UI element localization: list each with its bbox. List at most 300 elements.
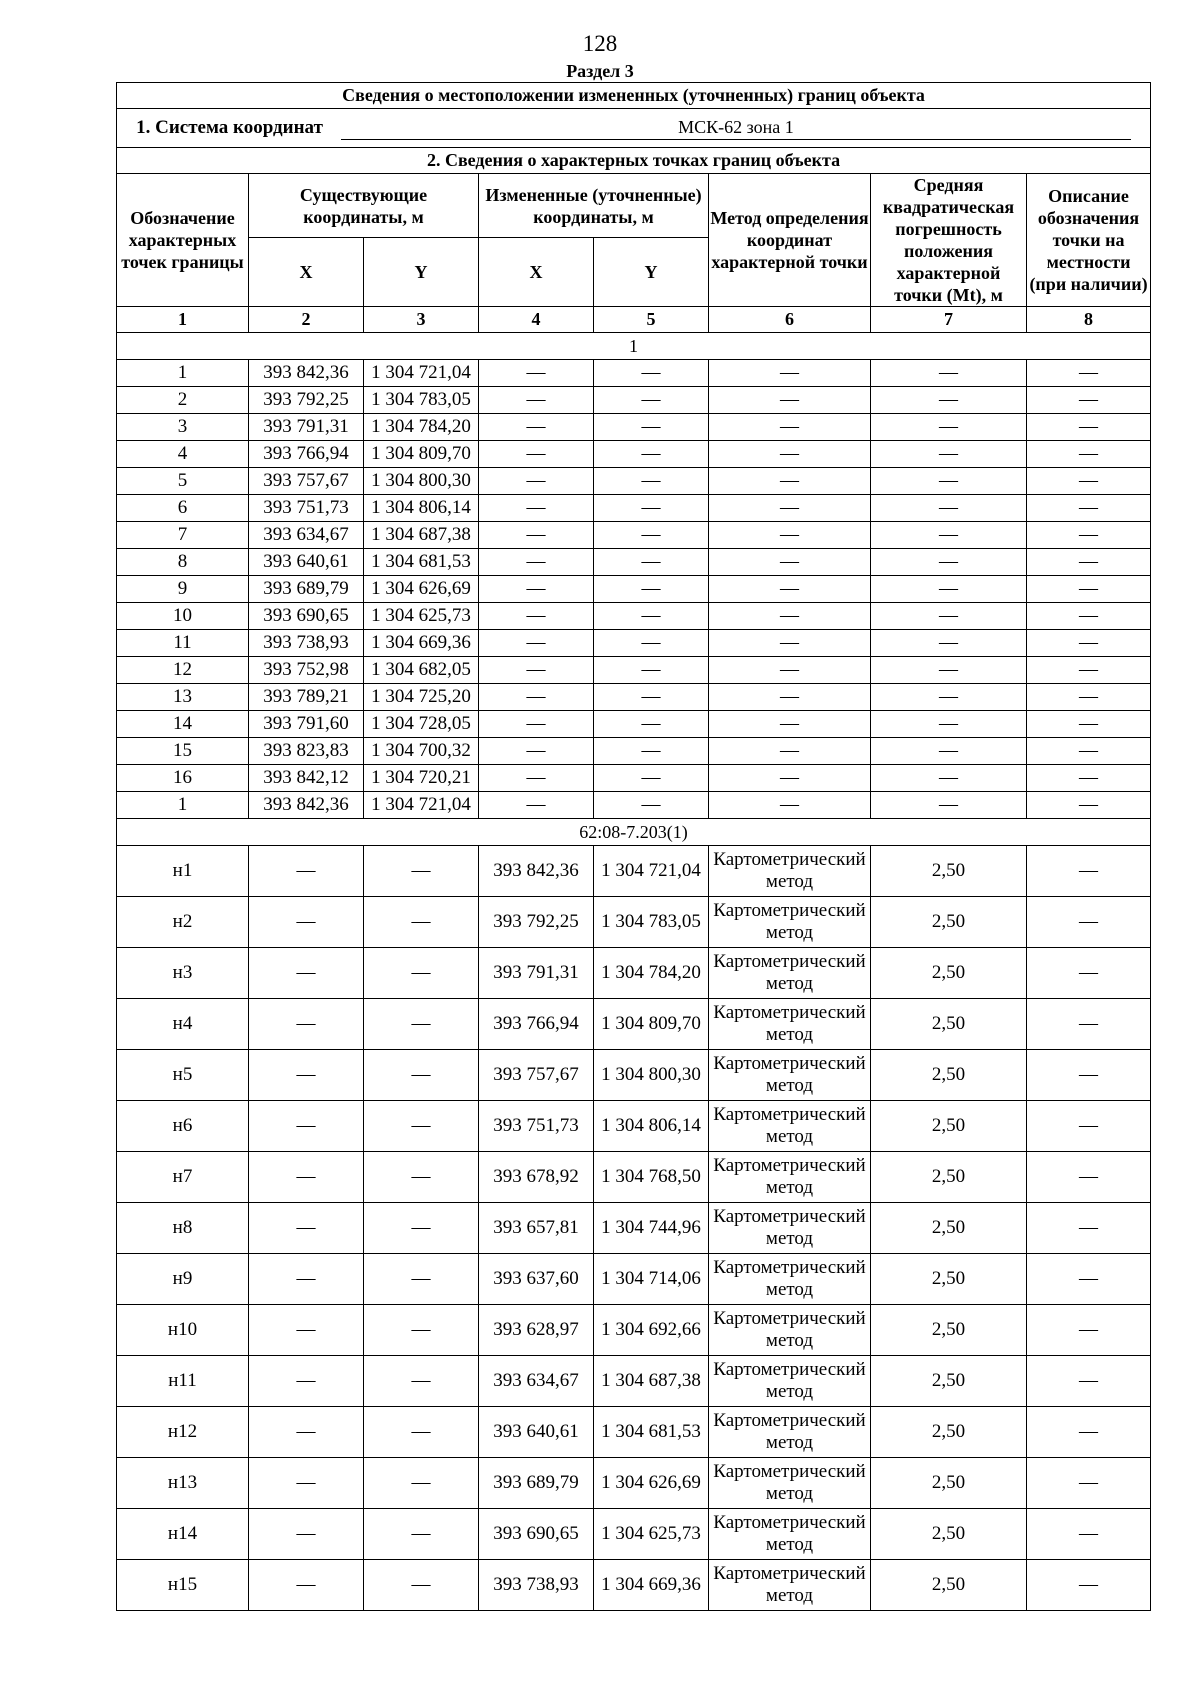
changed-y: —	[594, 441, 709, 468]
changed-x: 393 842,36	[479, 846, 594, 897]
existing-y: —	[364, 1458, 479, 1509]
existing-y: 1 304 783,05	[364, 387, 479, 414]
changed-x: —	[479, 657, 594, 684]
mt-value: 2,50	[871, 1101, 1027, 1152]
table-row	[117, 684, 1151, 711]
table-row	[117, 711, 1151, 738]
changed-x: —	[479, 630, 594, 657]
existing-x: —	[249, 1458, 364, 1509]
point-name: н8	[117, 1203, 249, 1254]
existing-x: —	[249, 948, 364, 999]
existing-y: —	[364, 897, 479, 948]
point-name: 14	[117, 711, 249, 738]
existing-x: —	[249, 897, 364, 948]
existing-x: —	[249, 1407, 364, 1458]
method: Картометрический метод	[709, 1050, 871, 1101]
mt-value: 2,50	[871, 948, 1027, 999]
changed-x: 393 757,67	[479, 1050, 594, 1101]
existing-y: 1 304 806,14	[364, 495, 479, 522]
column-number: 7	[871, 307, 1027, 333]
changed-x: —	[479, 522, 594, 549]
existing-y: —	[364, 1560, 479, 1611]
method: —	[709, 711, 871, 738]
changed-x: 393 766,94	[479, 999, 594, 1050]
existing-x: —	[249, 1203, 364, 1254]
existing-y: —	[364, 846, 479, 897]
method: Картометрический метод	[709, 1356, 871, 1407]
col-header-mt: Средняя квадратическая погрешность положения характерной точки (Mt), м	[871, 174, 1027, 307]
mt-value: —	[871, 738, 1027, 765]
changed-y: —	[594, 387, 709, 414]
point-name: 10	[117, 603, 249, 630]
point-name: н9	[117, 1254, 249, 1305]
description: —	[1027, 1050, 1151, 1101]
changed-x: 393 628,97	[479, 1305, 594, 1356]
mt-value: 2,50	[871, 897, 1027, 948]
changed-x: —	[479, 495, 594, 522]
table-row	[117, 603, 1151, 630]
changed-y: 1 304 806,14	[594, 1101, 709, 1152]
table-row	[117, 522, 1151, 549]
description: —	[1027, 1152, 1151, 1203]
table-row	[117, 414, 1151, 441]
changed-x: 393 689,79	[479, 1458, 594, 1509]
changed-x: 393 690,65	[479, 1509, 594, 1560]
changed-y: 1 304 687,38	[594, 1356, 709, 1407]
changed-x: —	[479, 711, 594, 738]
mt-value: 2,50	[871, 846, 1027, 897]
existing-x: 393 738,93	[249, 630, 364, 657]
description: —	[1027, 468, 1151, 495]
existing-x: 393 842,36	[249, 792, 364, 819]
changed-y: 1 304 744,96	[594, 1203, 709, 1254]
point-name: 7	[117, 522, 249, 549]
method: Картометрический метод	[709, 1458, 871, 1509]
existing-x: 393 791,31	[249, 414, 364, 441]
point-name: 3	[117, 414, 249, 441]
table-row	[117, 387, 1151, 414]
point-name: н12	[117, 1407, 249, 1458]
point-name: н6	[117, 1101, 249, 1152]
mt-value: —	[871, 549, 1027, 576]
mt-value: —	[871, 387, 1027, 414]
mt-value: 2,50	[871, 999, 1027, 1050]
changed-y: 1 304 692,66	[594, 1305, 709, 1356]
method: Картометрический метод	[709, 948, 871, 999]
existing-y: 1 304 725,20	[364, 684, 479, 711]
column-number: 3	[364, 307, 479, 333]
col-header-changed: Измененные (уточненные) координаты, м	[479, 174, 709, 238]
description: —	[1027, 522, 1151, 549]
mt-value: —	[871, 522, 1027, 549]
col-header-existing-x: X	[249, 238, 364, 307]
mt-value: —	[871, 657, 1027, 684]
description: —	[1027, 999, 1151, 1050]
existing-x: 393 689,79	[249, 576, 364, 603]
description: —	[1027, 495, 1151, 522]
group-label-changed: 62:08-7.203(1)	[117, 819, 1151, 846]
existing-x: —	[249, 1305, 364, 1356]
method: Картометрический метод	[709, 1152, 871, 1203]
table-title: Сведения о местоположении измененных (уточненных) границ объекта	[117, 83, 1151, 109]
table-row	[117, 549, 1151, 576]
changed-y: 1 304 768,50	[594, 1152, 709, 1203]
changed-y: —	[594, 738, 709, 765]
point-name: 9	[117, 576, 249, 603]
method: —	[709, 387, 871, 414]
changed-x: 393 792,25	[479, 897, 594, 948]
col-header-description: Описание обозначения точки на местности (при наличии)	[1027, 174, 1151, 307]
point-name: н2	[117, 897, 249, 948]
existing-y: —	[364, 1407, 479, 1458]
method: —	[709, 684, 871, 711]
column-number: 1	[117, 307, 249, 333]
description: —	[1027, 1203, 1151, 1254]
existing-y: 1 304 721,04	[364, 792, 479, 819]
method: —	[709, 657, 871, 684]
changed-y: —	[594, 630, 709, 657]
point-name: н10	[117, 1305, 249, 1356]
point-name: н14	[117, 1509, 249, 1560]
table-row	[117, 1560, 1151, 1611]
column-number: 2	[249, 307, 364, 333]
col-header-point: Обозначение характерных точек границы	[117, 174, 249, 307]
existing-y: 1 304 625,73	[364, 603, 479, 630]
mt-value: —	[871, 765, 1027, 792]
table-row	[117, 1305, 1151, 1356]
point-name: 13	[117, 684, 249, 711]
table-row	[117, 1254, 1151, 1305]
method: Картометрический метод	[709, 999, 871, 1050]
description: —	[1027, 738, 1151, 765]
method: Картометрический метод	[709, 1560, 871, 1611]
point-name: н15	[117, 1560, 249, 1611]
description: —	[1027, 792, 1151, 819]
existing-x: 393 634,67	[249, 522, 364, 549]
table-row	[117, 897, 1151, 948]
changed-y: —	[594, 765, 709, 792]
existing-y: —	[364, 948, 479, 999]
existing-x: 393 842,36	[249, 360, 364, 387]
point-name: 6	[117, 495, 249, 522]
description: —	[1027, 897, 1151, 948]
column-number: 6	[709, 307, 871, 333]
changed-x: —	[479, 792, 594, 819]
method: —	[709, 360, 871, 387]
point-name: 8	[117, 549, 249, 576]
point-name: 2	[117, 387, 249, 414]
boundary-table	[116, 82, 1151, 1611]
col-header-existing-y: Y	[364, 238, 479, 307]
existing-x: 393 690,65	[249, 603, 364, 630]
mt-value: 2,50	[871, 1050, 1027, 1101]
changed-y: 1 304 800,30	[594, 1050, 709, 1101]
changed-y: 1 304 669,36	[594, 1560, 709, 1611]
table-row	[117, 1152, 1151, 1203]
existing-y: 1 304 700,32	[364, 738, 479, 765]
mt-value: 2,50	[871, 1356, 1027, 1407]
section-title: Раздел 3	[566, 61, 634, 81]
description: —	[1027, 360, 1151, 387]
existing-y: 1 304 720,21	[364, 765, 479, 792]
existing-x: —	[249, 1254, 364, 1305]
existing-y: 1 304 784,20	[364, 414, 479, 441]
table-row	[117, 846, 1151, 897]
changed-y: —	[594, 522, 709, 549]
existing-x: —	[249, 1101, 364, 1152]
table-row	[117, 1509, 1151, 1560]
mt-value: 2,50	[871, 1254, 1027, 1305]
changed-y: —	[594, 549, 709, 576]
description: —	[1027, 1407, 1151, 1458]
group-label-existing: 1	[117, 333, 1151, 360]
changed-x: 393 751,73	[479, 1101, 594, 1152]
point-name: 5	[117, 468, 249, 495]
description: —	[1027, 414, 1151, 441]
method: —	[709, 792, 871, 819]
description: —	[1027, 711, 1151, 738]
table-row	[117, 441, 1151, 468]
existing-x: —	[249, 1050, 364, 1101]
changed-x: —	[479, 603, 594, 630]
existing-y: 1 304 809,70	[364, 441, 479, 468]
method: —	[709, 738, 871, 765]
existing-y: —	[364, 1254, 479, 1305]
changed-x: —	[479, 468, 594, 495]
changed-x: 393 678,92	[479, 1152, 594, 1203]
table-row	[117, 1203, 1151, 1254]
column-number: 5	[594, 307, 709, 333]
changed-y: 1 304 809,70	[594, 999, 709, 1050]
method: —	[709, 468, 871, 495]
description: —	[1027, 657, 1151, 684]
table-row	[117, 792, 1151, 819]
existing-y: —	[364, 1203, 479, 1254]
method: Картометрический метод	[709, 846, 871, 897]
existing-y: 1 304 728,05	[364, 711, 479, 738]
changed-x: 393 791,31	[479, 948, 594, 999]
changed-y: 1 304 783,05	[594, 897, 709, 948]
existing-y: 1 304 687,38	[364, 522, 479, 549]
description: —	[1027, 1101, 1151, 1152]
existing-x: —	[249, 1152, 364, 1203]
mt-value: 2,50	[871, 1305, 1027, 1356]
description: —	[1027, 387, 1151, 414]
description: —	[1027, 1356, 1151, 1407]
point-name: н11	[117, 1356, 249, 1407]
changed-x: 393 634,67	[479, 1356, 594, 1407]
method: —	[709, 441, 871, 468]
table-row	[117, 1101, 1151, 1152]
table-row	[117, 1458, 1151, 1509]
existing-y: —	[364, 1152, 479, 1203]
description: —	[1027, 630, 1151, 657]
point-name: н7	[117, 1152, 249, 1203]
table-row	[117, 576, 1151, 603]
method: —	[709, 576, 871, 603]
existing-x: —	[249, 999, 364, 1050]
changed-x: 393 640,61	[479, 1407, 594, 1458]
coord-system-row	[117, 109, 1151, 148]
existing-x: —	[249, 1356, 364, 1407]
changed-x: —	[479, 765, 594, 792]
point-name: 12	[117, 657, 249, 684]
method: Картометрический метод	[709, 1305, 871, 1356]
changed-x: 393 637,60	[479, 1254, 594, 1305]
changed-x: —	[479, 360, 594, 387]
existing-x: 393 789,21	[249, 684, 364, 711]
page-number: 128	[582, 31, 618, 56]
description: —	[1027, 576, 1151, 603]
existing-y: —	[364, 1305, 479, 1356]
changed-y: —	[594, 792, 709, 819]
coord-system-value: МСК-62 зона 1	[341, 115, 1131, 140]
point-name: н13	[117, 1458, 249, 1509]
changed-x: —	[479, 414, 594, 441]
changed-y: 1 304 721,04	[594, 846, 709, 897]
existing-y: 1 304 669,36	[364, 630, 479, 657]
table-row	[117, 630, 1151, 657]
changed-y: 1 304 714,06	[594, 1254, 709, 1305]
existing-y: 1 304 800,30	[364, 468, 479, 495]
column-numbers-row	[117, 307, 1151, 333]
changed-x: —	[479, 684, 594, 711]
table-row	[117, 1050, 1151, 1101]
column-number: 4	[479, 307, 594, 333]
mt-value: —	[871, 441, 1027, 468]
changed-y: —	[594, 657, 709, 684]
col-header-changed-y: Y	[594, 238, 709, 307]
existing-x: 393 791,60	[249, 711, 364, 738]
method: Картометрический метод	[709, 897, 871, 948]
description: —	[1027, 846, 1151, 897]
existing-y: —	[364, 1101, 479, 1152]
point-name: н4	[117, 999, 249, 1050]
point-name: 1	[117, 360, 249, 387]
description: —	[1027, 441, 1151, 468]
point-name: 11	[117, 630, 249, 657]
mt-value: 2,50	[871, 1152, 1027, 1203]
existing-y: 1 304 721,04	[364, 360, 479, 387]
existing-x: 393 792,25	[249, 387, 364, 414]
existing-x: 393 752,98	[249, 657, 364, 684]
description: —	[1027, 1458, 1151, 1509]
existing-y: —	[364, 999, 479, 1050]
mt-value: —	[871, 711, 1027, 738]
method: —	[709, 765, 871, 792]
col-header-changed-x: X	[479, 238, 594, 307]
changed-x: —	[479, 576, 594, 603]
point-name: 16	[117, 765, 249, 792]
table-row	[117, 1407, 1151, 1458]
existing-x: 393 766,94	[249, 441, 364, 468]
points-subheader: 2. Сведения о характерных точках границ объекта	[117, 148, 1151, 174]
mt-value: 2,50	[871, 1407, 1027, 1458]
table-row	[117, 468, 1151, 495]
point-name: н5	[117, 1050, 249, 1101]
changed-x: 393 738,93	[479, 1560, 594, 1611]
changed-y: —	[594, 360, 709, 387]
changed-x: —	[479, 387, 594, 414]
point-name: 1	[117, 792, 249, 819]
mt-value: —	[871, 603, 1027, 630]
method: —	[709, 414, 871, 441]
changed-y: —	[594, 576, 709, 603]
existing-y: 1 304 682,05	[364, 657, 479, 684]
changed-y: —	[594, 468, 709, 495]
table-row	[117, 948, 1151, 999]
method: —	[709, 603, 871, 630]
description: —	[1027, 1509, 1151, 1560]
table-row	[117, 999, 1151, 1050]
changed-y: 1 304 784,20	[594, 948, 709, 999]
mt-value: —	[871, 630, 1027, 657]
existing-x: 393 751,73	[249, 495, 364, 522]
coord-system-label: 1. Система координат	[136, 117, 323, 138]
mt-value: —	[871, 468, 1027, 495]
existing-y: —	[364, 1356, 479, 1407]
method: Картометрический метод	[709, 1407, 871, 1458]
changed-y: —	[594, 684, 709, 711]
mt-value: —	[871, 414, 1027, 441]
changed-y: —	[594, 495, 709, 522]
mt-value: —	[871, 576, 1027, 603]
mt-value: —	[871, 792, 1027, 819]
existing-x: 393 757,67	[249, 468, 364, 495]
mt-value: 2,50	[871, 1203, 1027, 1254]
method: Картометрический метод	[709, 1101, 871, 1152]
changed-y: —	[594, 603, 709, 630]
mt-value: 2,50	[871, 1509, 1027, 1560]
description: —	[1027, 1560, 1151, 1611]
changed-x: —	[479, 738, 594, 765]
changed-x: 393 657,81	[479, 1203, 594, 1254]
table-row	[117, 765, 1151, 792]
changed-x: —	[479, 549, 594, 576]
existing-x: 393 842,12	[249, 765, 364, 792]
method: Картометрический метод	[709, 1203, 871, 1254]
method: —	[709, 495, 871, 522]
changed-y: —	[594, 414, 709, 441]
method: —	[709, 630, 871, 657]
changed-y: 1 304 681,53	[594, 1407, 709, 1458]
description: —	[1027, 549, 1151, 576]
existing-x: 393 823,83	[249, 738, 364, 765]
table-row	[117, 657, 1151, 684]
existing-y: 1 304 626,69	[364, 576, 479, 603]
table-row	[117, 738, 1151, 765]
mt-value: 2,50	[871, 1458, 1027, 1509]
description: —	[1027, 1254, 1151, 1305]
description: —	[1027, 765, 1151, 792]
existing-x: —	[249, 846, 364, 897]
col-header-method: Метод определения координат характерной точки	[709, 174, 871, 307]
method: —	[709, 522, 871, 549]
table-row	[117, 495, 1151, 522]
description: —	[1027, 948, 1151, 999]
point-name: н3	[117, 948, 249, 999]
existing-x: —	[249, 1560, 364, 1611]
method: —	[709, 549, 871, 576]
col-header-existing: Существующие координаты, м	[249, 174, 479, 238]
changed-y: —	[594, 711, 709, 738]
method: Картометрический метод	[709, 1254, 871, 1305]
description: —	[1027, 1305, 1151, 1356]
column-number: 8	[1027, 307, 1151, 333]
mt-value: —	[871, 684, 1027, 711]
point-name: 4	[117, 441, 249, 468]
existing-x: —	[249, 1509, 364, 1560]
